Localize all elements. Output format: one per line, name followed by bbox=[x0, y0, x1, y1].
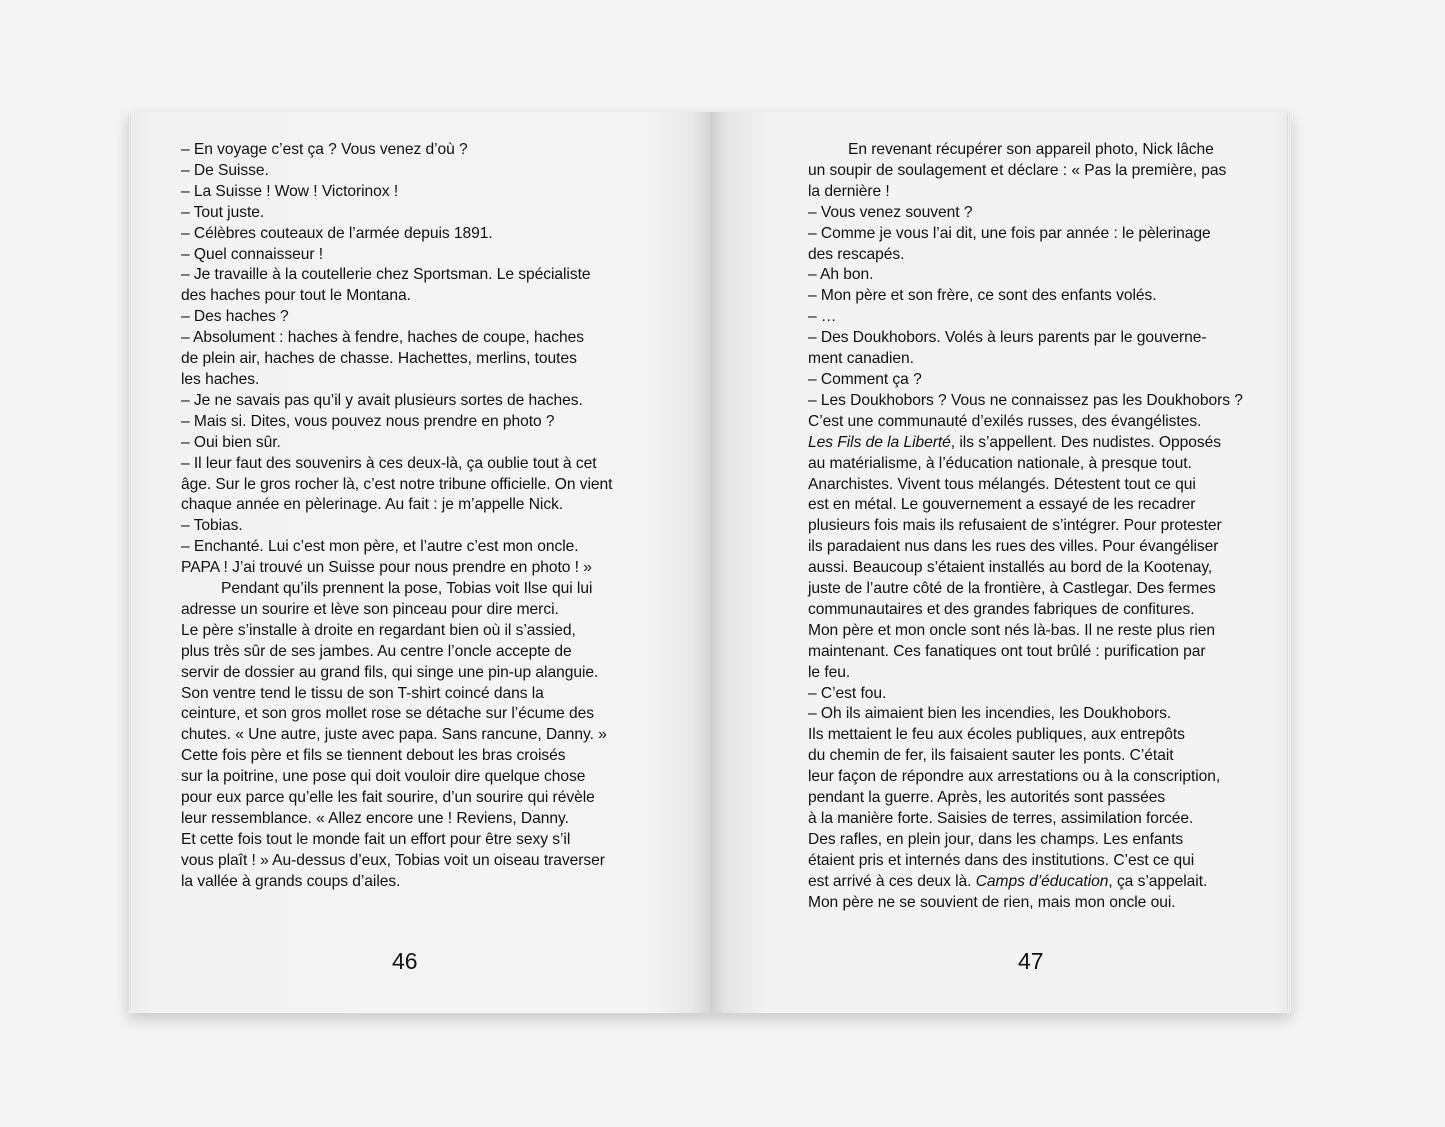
text-line: Mon père et mon oncle sont nés là-bas. Il ne reste plus rien bbox=[808, 621, 1215, 639]
text-line: à la manière forte. Saisies de terres, assimilation forcée. bbox=[808, 810, 1194, 827]
text-line: Le père s’installe à droite en regardant bien où il s’assied, bbox=[181, 621, 576, 639]
text-line: – Vous venez souvent ? bbox=[808, 203, 973, 221]
text-line: Mon père ne se souvient de rien, mais mon oncle oui. bbox=[808, 893, 1176, 911]
text-line: du chemin de fer, ils faisaient sauter les ponts. C’était bbox=[808, 747, 1174, 765]
page-number: 47 bbox=[1018, 948, 1044, 974]
text-line: Des rafles, en plein jour, dans les champs. Les enfants bbox=[808, 830, 1184, 848]
text-line: Pendant qu’ils prennent la pose, Tobias voit Ilse qui lui bbox=[221, 580, 593, 598]
text-line: leur façon de répondre aux arrestations ou à la conscription, bbox=[808, 768, 1221, 786]
text-line: – La Suisse ! Wow ! Victorinox ! bbox=[181, 182, 399, 200]
left-page-text bbox=[181, 140, 631, 893]
text-line: plus très sûr de ses jambes. Au centre l’oncle accepte de bbox=[181, 642, 572, 660]
text-line: est arrivé à ces deux là. Camps d’éducation, ça s’appelait. bbox=[808, 872, 1208, 890]
text-line: C’est une communauté d’exilés russes, des évangélistes. bbox=[808, 412, 1202, 430]
text-line: – Les Doukhobors ? Vous ne connaissez pas les Doukhobors ? bbox=[808, 391, 1243, 409]
text-line: de plein air, haches de chasse. Hachettes, merlins, toutes bbox=[181, 350, 577, 368]
text-line: ment canadien. bbox=[808, 350, 914, 368]
text-line: – Enchanté. Lui c’est mon père, et l’autre c’est mon oncle. bbox=[181, 538, 579, 556]
text-line: – … bbox=[808, 308, 837, 326]
text-line: maintenant. Ces fanatiques ont tout brûlé : purification par bbox=[808, 642, 1206, 660]
text-line: – Célèbres couteaux de l’armée depuis 1891. bbox=[181, 224, 493, 242]
text-line: – Absolument : haches à fendre, haches de coupe, haches bbox=[181, 329, 584, 347]
text-line: leur ressemblance. « Allez encore une ! Reviens, Danny. bbox=[181, 810, 569, 827]
text-line: – Ah bon. bbox=[808, 266, 874, 284]
text-line: les haches. bbox=[181, 370, 260, 388]
text-line: au matérialisme, à l’éducation nationale, à presque tout. bbox=[808, 454, 1192, 472]
text-line: – Comment ça ? bbox=[808, 370, 922, 388]
text-line: Cette fois père et fils se tiennent debout les bras croisés bbox=[181, 747, 566, 765]
text-line: – En voyage c’est ça ? Vous venez d’où ? bbox=[181, 141, 468, 158]
text-line: – Mon père et son frère, ce sont des enfants volés. bbox=[808, 287, 1157, 305]
text-line: pendant la guerre. Après, les autorités sont passées bbox=[808, 789, 1166, 807]
text-line: En revenant récupérer son appareil photo, Nick lâche bbox=[848, 141, 1214, 158]
page-edge bbox=[1287, 114, 1291, 1011]
text-line: est en métal. Le gouvernement a essayé de les recadrer bbox=[808, 496, 1196, 514]
right-page-text bbox=[808, 140, 1258, 914]
text-line: – Des haches ? bbox=[181, 308, 289, 326]
text-line: servir de dossier au grand fils, qui singe une pin-up alanguie. bbox=[181, 663, 599, 681]
text-line: communautaires et des grandes fabriques de confitures. bbox=[808, 600, 1195, 618]
text-line: – Comme je vous l’ai dit, une fois par année : le pèlerinage bbox=[808, 224, 1211, 242]
text-line: étaient pris et internés dans des institutions. C’est ce qui bbox=[808, 851, 1195, 869]
text-line: des rescapés. bbox=[808, 245, 905, 263]
text-line: le feu. bbox=[808, 663, 851, 681]
text-line: – Je ne savais pas qu’il y avait plusieurs sortes de haches. bbox=[181, 391, 583, 409]
page-edge bbox=[128, 114, 132, 1011]
open-book bbox=[128, 112, 1291, 1013]
text-line: Les Fils de la Liberté, ils s’appellent. Des nudistes. Opposés bbox=[808, 433, 1221, 451]
text-line: ceinture, et son gros mollet rose se détache sur l’écume des bbox=[181, 705, 595, 723]
text-line: – Tobias. bbox=[181, 517, 243, 535]
text-line: pour eux parce qu’elle les fait sourire, d’un sourire qui révèle bbox=[181, 789, 595, 807]
text-line: un soupir de soulagement et déclare : « Pas la première, pas bbox=[808, 161, 1227, 179]
text-line: sur la poitrine, une pose qui doit vouloir dire quelque chose bbox=[181, 768, 586, 786]
text-line: ils paradaient nus dans les rues des villes. Pour évangéliser bbox=[808, 538, 1219, 556]
text-line: juste de l’autre côté de la frontière, à Castlegar. Des fermes bbox=[808, 580, 1216, 598]
text-line: chutes. « Une autre, juste avec papa. Sans rancune, Danny. » bbox=[181, 726, 607, 744]
text-line: Et cette fois tout le monde fait un effort pour être sexy s’il bbox=[181, 830, 571, 848]
text-line: aussi. Beaucoup s’étaient installés au bord de la Kootenay, bbox=[808, 559, 1213, 577]
text-line: des haches pour tout le Montana. bbox=[181, 287, 411, 305]
text-line: âge. Sur le gros rocher là, c’est notre tribune officielle. On vient bbox=[181, 475, 613, 493]
text-line: – Je travaille à la coutellerie chez Sportsman. Le spécialiste bbox=[181, 266, 591, 284]
text-line: vous plaît ! » Au-dessus d’eux, Tobias voit un oiseau traverser bbox=[181, 851, 605, 869]
text-line: plusieurs fois mais ils refusaient de s’intégrer. Pour protester bbox=[808, 517, 1222, 535]
text-line: – Oui bien sûr. bbox=[181, 433, 281, 451]
text-line: la vallée à grands coups d’ailes. bbox=[181, 872, 401, 890]
right-page bbox=[711, 112, 1291, 1013]
text-line: – Oh ils aimaient bien les incendies, les Doukhobors. bbox=[808, 705, 1172, 723]
text-line: Anarchistes. Vivent tous mélangés. Détestent tout ce qui bbox=[808, 475, 1196, 493]
text-line: – Des Doukhobors. Volés à leurs parents par le gouverne- bbox=[808, 329, 1207, 347]
text-line: – Il leur faut des souvenirs à ces deux-là, ça oublie tout à cet bbox=[181, 454, 597, 472]
text-line: Son ventre tend le tissu de son T-shirt coincé dans la bbox=[181, 684, 544, 702]
text-line: Ils mettaient le feu aux écoles publiques, aux entrepôts bbox=[808, 726, 1185, 744]
text-line: – Mais si. Dites, vous pouvez nous prendre en photo ? bbox=[181, 412, 555, 430]
text-line: PAPA ! J’ai trouvé un Suisse pour nous prendre en photo ! » bbox=[181, 559, 592, 577]
page-number: 46 bbox=[392, 948, 418, 974]
text-line: – Tout juste. bbox=[181, 203, 265, 221]
text-line: – Quel connaisseur ! bbox=[181, 245, 324, 263]
text-line: chaque année en pèlerinage. Au fait : je m’appelle Nick. bbox=[181, 496, 564, 514]
text-line: – De Suisse. bbox=[181, 161, 269, 179]
text-line: la dernière ! bbox=[808, 182, 890, 200]
text-line: adresse un sourire et lève son pinceau pour dire merci. bbox=[181, 600, 559, 618]
left-page bbox=[128, 112, 711, 1013]
text-line: – C’est fou. bbox=[808, 684, 887, 702]
